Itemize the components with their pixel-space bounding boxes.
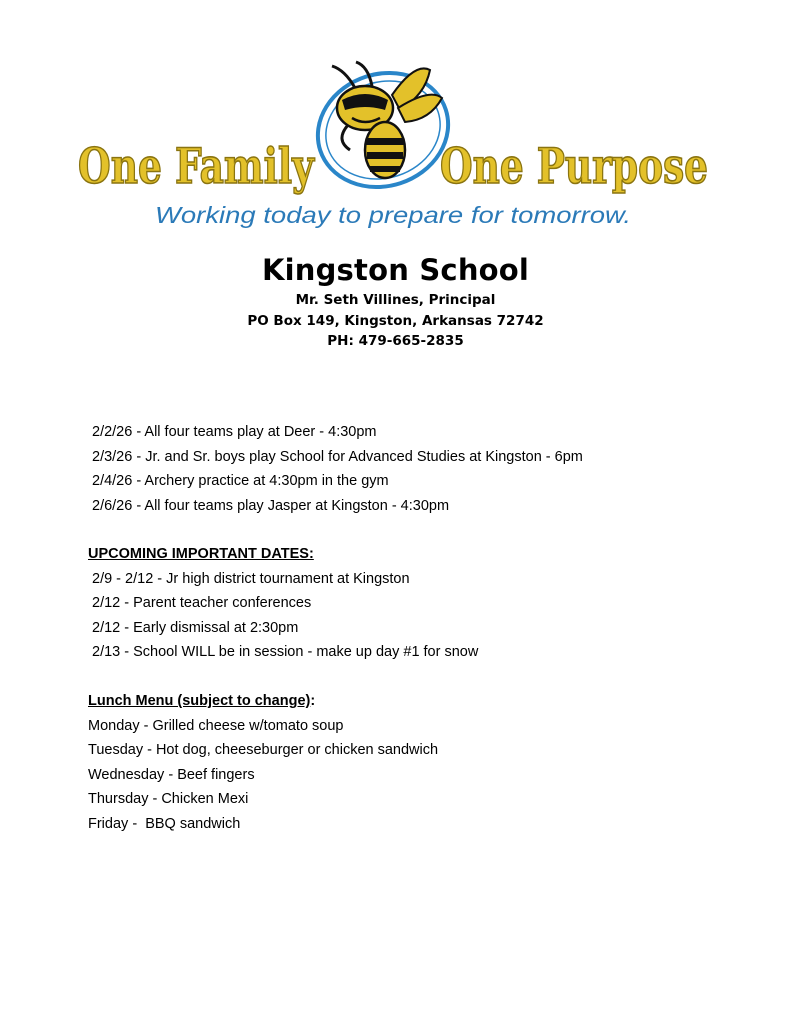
lunch-item: Monday - Grilled cheese w/tomato soup bbox=[88, 717, 344, 734]
upcoming-item: 2/9 - 2/12 - Jr high district tournament at Kingston bbox=[92, 570, 410, 587]
lunch-heading-line bbox=[88, 689, 748, 714]
school-name: Kingston School bbox=[261, 253, 530, 287]
event-item: 2/3/26 - Jr. and Sr. boys play School for Advanced Studies at Kingston - 6pm bbox=[92, 448, 583, 465]
lunch-item: Thursday - Chicken Mexi bbox=[88, 791, 249, 808]
lunch-item: Friday - BBQ sandwich bbox=[88, 815, 241, 832]
upcoming-item: 2/12 - Early dismissal at 2:30pm bbox=[92, 619, 299, 636]
lunch-item: Wednesday - Beef fingers bbox=[88, 766, 255, 783]
logo-slogan: Working today to prepare for tomorrow. bbox=[155, 202, 631, 228]
phone-line: PH: 479-665-2835 bbox=[327, 333, 464, 349]
logo-left-word: One Family bbox=[78, 137, 316, 195]
logo-banner bbox=[0, 0, 791, 240]
address-line: PO Box 149, Kingston, Arkansas 72742 bbox=[247, 312, 544, 329]
event-item: 2/6/26 - All four teams play Jasper at Kingston - 4:30pm bbox=[92, 497, 450, 514]
events-list bbox=[92, 420, 752, 518]
logo-right-word: One Purpose bbox=[440, 137, 708, 195]
principal-line: Mr. Seth Villines, Principal bbox=[295, 292, 496, 308]
event-item: 2/2/26 - All four teams play at Deer - 4:30pm bbox=[92, 424, 377, 440]
upcoming-heading: UPCOMING IMPORTANT DATES: bbox=[88, 546, 314, 562]
event-item: 2/4/26 - Archery practice at 4:30pm in the gym bbox=[92, 473, 389, 490]
upcoming-dates-section bbox=[88, 542, 748, 665]
lunch-menu-section bbox=[88, 689, 748, 837]
upcoming-item: 2/13 - School WILL be in session - make up day #1 for snow bbox=[92, 644, 479, 661]
lunch-heading: Lunch Menu (subject to change) bbox=[88, 693, 311, 709]
school-header bbox=[0, 250, 791, 352]
lunch-heading-colon: : bbox=[310, 693, 316, 709]
upcoming-item: 2/12 - Parent teacher conferences bbox=[92, 595, 312, 612]
lunch-item: Tuesday - Hot dog, cheeseburger or chicken sandwich bbox=[88, 742, 439, 759]
